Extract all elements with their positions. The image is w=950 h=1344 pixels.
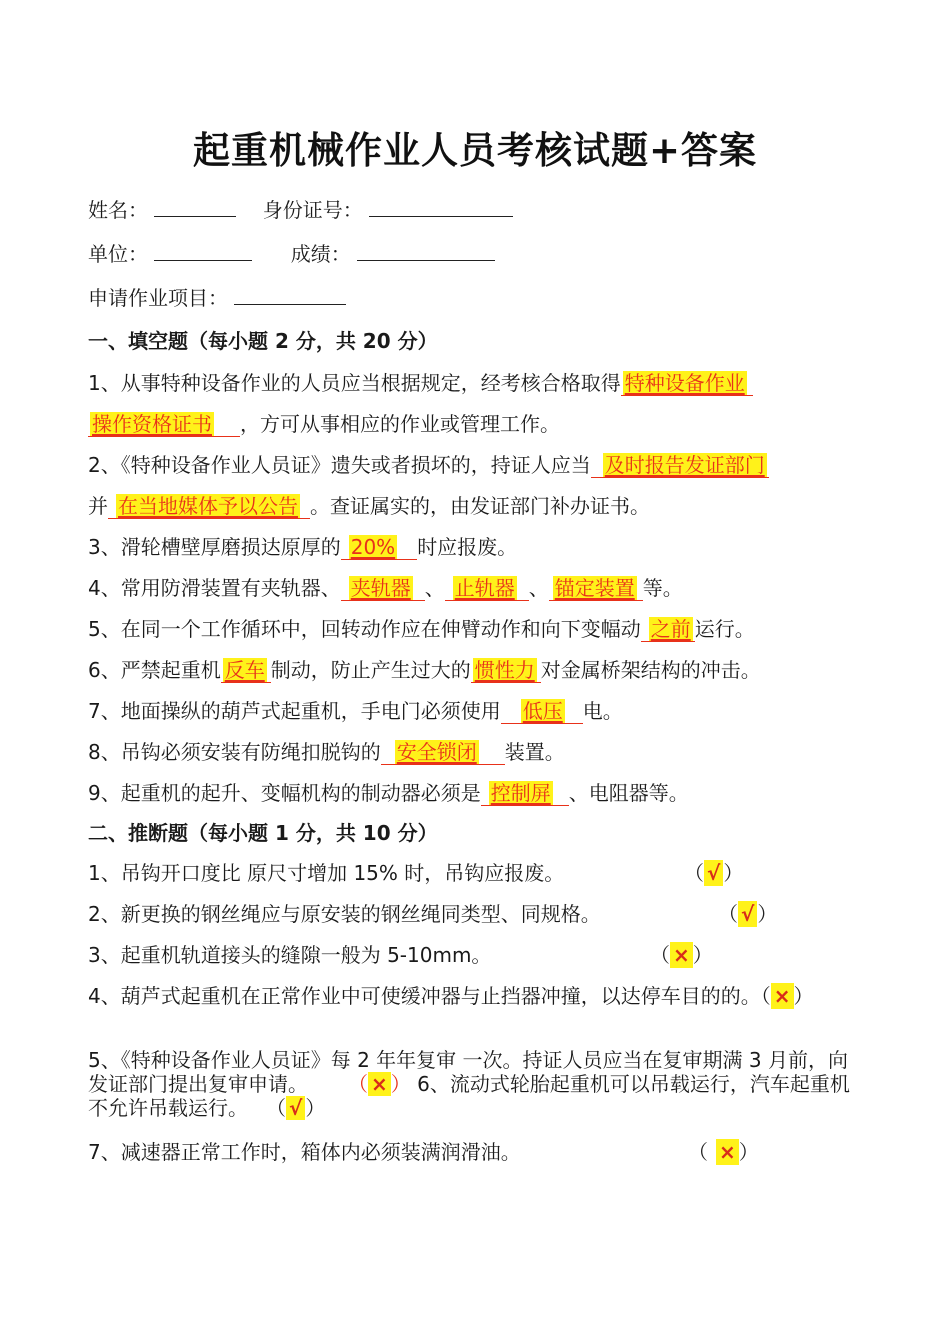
project-blank[interactable] <box>234 284 346 305</box>
cross-mark-icon: × <box>716 1139 739 1165</box>
check-mark-icon: √ <box>738 901 757 927</box>
cross-mark-icon: × <box>771 983 794 1009</box>
unit-label: 单位： <box>88 242 148 266</box>
s1-q9: 9、起重机的起升、变幅机构的制动器必须是 控制屏 、电阻器等。 <box>88 781 689 805</box>
answer: 特种设备作业 <box>624 371 745 395</box>
answer: 操作资格证书 <box>92 412 212 436</box>
s1-q2-line1: 2、《特种设备作业人员证》遗失或者损坏的，持证人应当 及时报告发证部门 <box>88 452 769 478</box>
answer: 低压 <box>522 699 563 723</box>
name-blank[interactable] <box>154 196 236 217</box>
info-row-2 <box>88 240 495 267</box>
s2-q7-mark: （ × ） <box>688 1140 759 1164</box>
cross-mark-icon: × <box>368 1072 391 1096</box>
s1-q6: 6、严禁起重机 反车 制动，防止产生过大的 惯性力 对金属桥架结构的冲击。 <box>88 658 761 682</box>
id-label: 身份证号： <box>262 198 363 222</box>
section1-heading: 一、填空题（每小题 2 分，共 20 分） <box>88 329 438 353</box>
info-row-1 <box>88 196 513 223</box>
s1-q8: 8、吊钩必须安装有防绳扣脱钩的 安全锁闭 装置。 <box>88 740 565 764</box>
s2-q7: 7、减速器正常工作时，箱体内必须装满润滑油。 <box>88 1140 521 1164</box>
page-title: 起重机械作业人员考核试题+答案 <box>192 129 757 172</box>
answer: 锚定装置 <box>554 576 635 600</box>
id-blank[interactable] <box>369 196 513 217</box>
info-row-3 <box>88 284 346 311</box>
s1-q2-line2: 并 在当地媒体予以公告 。查证属实的，由发证部门补办证书。 <box>88 494 650 518</box>
s1-q1-line2: 操作资格证书 ，方可从事相应的作业或管理工作。 <box>88 411 560 437</box>
section2-heading: 二、推断题（每小题 1 分，共 10 分） <box>88 821 438 845</box>
score-blank[interactable] <box>357 240 495 261</box>
answer: 20% <box>350 535 396 559</box>
s1-q3: 3、滑轮槽壁厚磨损达原厚的 20% 时应报废。 <box>88 535 518 559</box>
check-mark-icon: √ <box>704 860 723 886</box>
s1-q7: 7、地面操纵的葫芦式起重机，手电门必须使用 低压 电。 <box>88 699 623 723</box>
cross-mark-icon: × <box>670 942 693 968</box>
answer: 控制屏 <box>490 781 551 805</box>
answer: 之前 <box>650 617 691 641</box>
s2-q3-mark: （ × ） <box>650 943 713 967</box>
s1-q1-line1: 1、从事特种设备作业的人员应当根据规定，经考核合格取得 特种设备作业 <box>88 370 753 396</box>
s2-q3: 3、起重机轨道接头的缝隙一般为 5-10mm。 <box>88 943 492 967</box>
s2-q2: 2、新更换的钢丝绳应与原安装的钢丝绳同类型、同规格。 <box>88 902 601 926</box>
s2-q1: 1、吊钩开口度比 原尺寸增加 15% 时，吊钩应报废。 <box>88 861 565 885</box>
answer: 反车 <box>224 658 265 682</box>
answer: 及时报告发证部门 <box>604 453 765 477</box>
project-label: 申请作业项目： <box>88 286 228 310</box>
answer: 夹轨器 <box>350 576 411 600</box>
unit-blank[interactable] <box>154 240 252 261</box>
s2-q1-mark: （ √ ） <box>684 861 744 885</box>
s2-q5-q6-block: 5、《特种设备作业人员证》每 2 年年复审 一次。持证人员应当在复审期满 3 月前，向发证部门提出复审申请。 （ × ） 6、流动式轮胎起重机可以吊载运行，汽车起重机不允许吊载运行。 （ √ ） <box>88 1048 850 1120</box>
score-label: 成绩： <box>290 242 351 266</box>
s1-q4: 4、常用防滑装置有夹轨器、 夹轨器 、 止轨器 、 锚定装置 等。 <box>88 576 683 600</box>
answer: 惯性力 <box>474 658 535 682</box>
s1-q5: 5、在同一个工作循环中，回转动作应在伸臂动作和向下变幅动 之前 运行。 <box>88 617 755 641</box>
check-mark-icon: √ <box>286 1096 305 1120</box>
answer: 止轨器 <box>454 576 515 600</box>
s2-q4: 4、葫芦式起重机在正常作业中可使缓冲器与止挡器冲撞，以达停车目的的。（ × ） <box>88 984 814 1008</box>
s2-q2-mark: （ √ ） <box>718 902 778 926</box>
name-label: 姓名： <box>88 198 148 222</box>
answer: 安全锁闭 <box>396 740 477 764</box>
answer: 在当地媒体予以公告 <box>118 494 298 518</box>
